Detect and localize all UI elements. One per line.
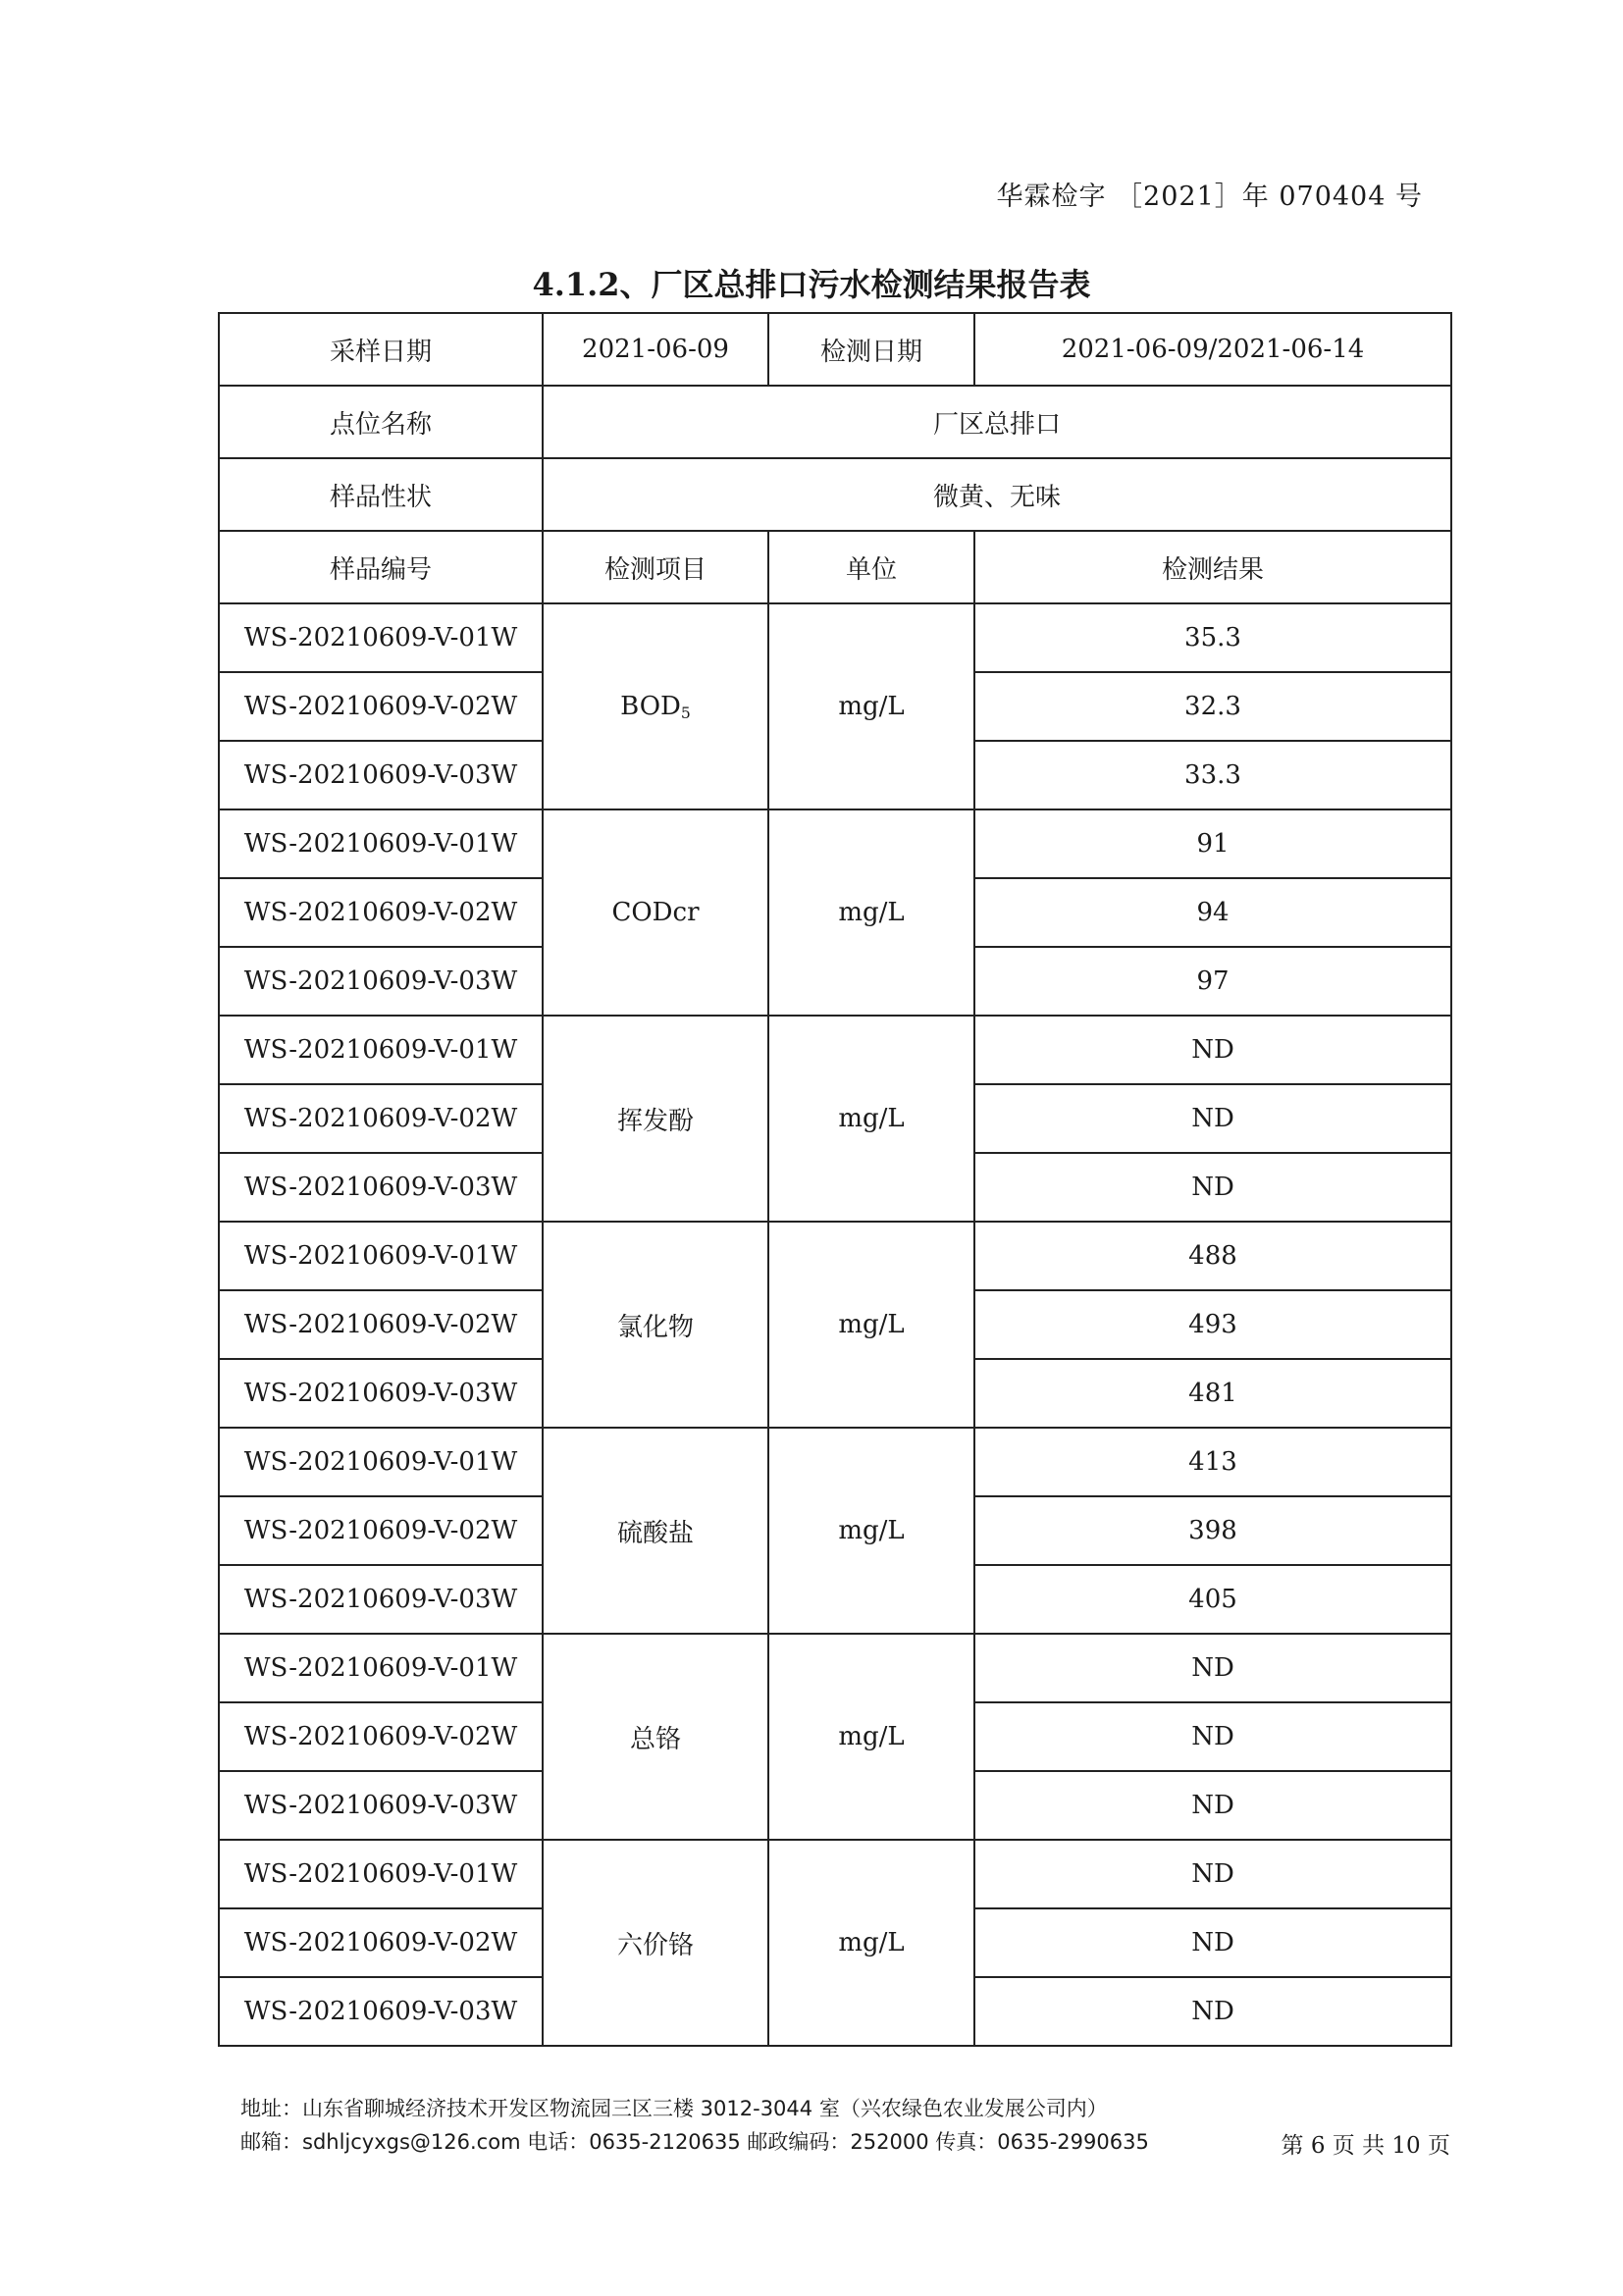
result-cell: 493: [974, 1290, 1451, 1359]
result-cell: 35.3: [974, 603, 1451, 672]
table-row: [219, 603, 1451, 672]
result-cell: 33.3: [974, 741, 1451, 809]
report-number: 华霖检字 ［2021］年 070404 号: [996, 182, 1423, 212]
result-cell: 398: [974, 1496, 1451, 1565]
point-name-value: 厂区总排口: [543, 386, 1451, 458]
page-number: 第 6 页 共 10 页: [1281, 2133, 1450, 2159]
test-item-label: 氯化物: [616, 1312, 694, 1342]
sampling-date-value: 2021-06-09: [543, 313, 768, 386]
point-name-row: [219, 386, 1451, 458]
test-date-value: 2021-06-09/2021-06-14: [974, 313, 1451, 386]
point-name-label: 点位名称: [219, 386, 543, 458]
sample-id-cell: WS-20210609-V-02W: [219, 878, 543, 947]
test-item-label: 六价铬: [616, 1930, 694, 1960]
test-item-label: CODcr: [611, 898, 700, 927]
result-cell: ND: [974, 1771, 1451, 1840]
sample-id-cell: WS-20210609-V-03W: [219, 1771, 543, 1840]
sample-id-cell: WS-20210609-V-01W: [219, 1428, 543, 1496]
table-row: [219, 1634, 1451, 1702]
sample-id-cell: WS-20210609-V-01W: [219, 809, 543, 878]
sample-id-cell: WS-20210609-V-03W: [219, 1153, 543, 1222]
sampling-date-label: 采样日期: [219, 313, 543, 386]
footer: [240, 2092, 1149, 2159]
sample-id-cell: WS-20210609-V-01W: [219, 603, 543, 672]
test-item-label: 挥发酚: [616, 1106, 694, 1136]
test-item-cell: [543, 1840, 768, 2046]
sample-id-cell: WS-20210609-V-02W: [219, 1084, 543, 1153]
sample-id-cell: WS-20210609-V-01W: [219, 1222, 543, 1290]
unit-cell: mg/L: [768, 1222, 974, 1428]
test-item-label: 硫酸盐: [616, 1518, 694, 1548]
column-header-sample-id: 样品编号: [219, 531, 543, 603]
result-cell: 413: [974, 1428, 1451, 1496]
table-row: [219, 1222, 1451, 1290]
sample-id-cell: WS-20210609-V-03W: [219, 1359, 543, 1428]
test-item-cell: [543, 1428, 768, 1634]
report-title: 4.1.2、厂区总排口污水检测结果报告表: [532, 266, 1091, 303]
result-cell: 97: [974, 947, 1451, 1016]
result-cell: ND: [974, 1702, 1451, 1771]
result-cell: ND: [974, 1977, 1451, 2046]
sample-trait-value: 微黄、无味: [543, 458, 1451, 531]
column-header-test-item: 检测项目: [543, 531, 768, 603]
test-item-label: 总铬: [629, 1724, 681, 1754]
test-item-label: BOD: [620, 691, 681, 721]
date-row: [219, 313, 1451, 386]
unit-cell: mg/L: [768, 809, 974, 1016]
unit-cell: mg/L: [768, 1016, 974, 1222]
result-cell: 32.3: [974, 672, 1451, 741]
test-item-cell: [543, 1222, 768, 1428]
result-cell: 481: [974, 1359, 1451, 1428]
result-cell: 405: [974, 1565, 1451, 1634]
sample-id-cell: WS-20210609-V-01W: [219, 1634, 543, 1702]
sample-id-cell: WS-20210609-V-03W: [219, 947, 543, 1016]
test-item-subscript: 5: [680, 704, 691, 722]
sample-id-cell: WS-20210609-V-03W: [219, 1565, 543, 1634]
unit-cell: mg/L: [768, 1840, 974, 2046]
result-cell: 488: [974, 1222, 1451, 1290]
table-row: [219, 1840, 1451, 1908]
result-cell: ND: [974, 1016, 1451, 1084]
footer-contact: 邮箱：sdhljcyxgs@126.com 电话：0635-2120635 邮政编码：252000 传真：0635-2990635: [240, 2130, 1149, 2154]
sample-id-cell: WS-20210609-V-02W: [219, 672, 543, 741]
result-cell: ND: [974, 1634, 1451, 1702]
sample-id-cell: WS-20210609-V-02W: [219, 1702, 543, 1771]
sample-id-cell: WS-20210609-V-03W: [219, 741, 543, 809]
sample-id-cell: WS-20210609-V-01W: [219, 1840, 543, 1908]
table-row: [219, 809, 1451, 878]
sample-id-cell: WS-20210609-V-02W: [219, 1496, 543, 1565]
result-cell: ND: [974, 1840, 1451, 1908]
footer-address: 地址：山东省聊城经济技术开发区物流园三区三楼 3012-3044 室（兴农绿色农业发展公司内）: [240, 2097, 1108, 2120]
column-header-result: 检测结果: [974, 531, 1451, 603]
test-item-cell: [543, 1016, 768, 1222]
test-date-label: 检测日期: [768, 313, 974, 386]
sample-trait-label: 样品性状: [219, 458, 543, 531]
test-item-cell: [543, 809, 768, 1016]
sample-id-cell: WS-20210609-V-03W: [219, 1977, 543, 2046]
unit-cell: mg/L: [768, 603, 974, 809]
result-cell: ND: [974, 1153, 1451, 1222]
sample-id-cell: WS-20210609-V-01W: [219, 1016, 543, 1084]
results-table: [218, 312, 1452, 2047]
sample-trait-row: [219, 458, 1451, 531]
unit-cell: mg/L: [768, 1428, 974, 1634]
test-item-cell: [543, 1634, 768, 1840]
sample-id-cell: WS-20210609-V-02W: [219, 1908, 543, 1977]
table-row: [219, 1016, 1451, 1084]
sample-id-cell: WS-20210609-V-02W: [219, 1290, 543, 1359]
result-cell: 94: [974, 878, 1451, 947]
column-header-unit: 单位: [768, 531, 974, 603]
table-row: [219, 1428, 1451, 1496]
column-header-row: [219, 531, 1451, 603]
unit-cell: mg/L: [768, 1634, 974, 1840]
result-cell: ND: [974, 1084, 1451, 1153]
result-cell: 91: [974, 809, 1451, 878]
test-item-cell: [543, 603, 768, 809]
result-cell: ND: [974, 1908, 1451, 1977]
